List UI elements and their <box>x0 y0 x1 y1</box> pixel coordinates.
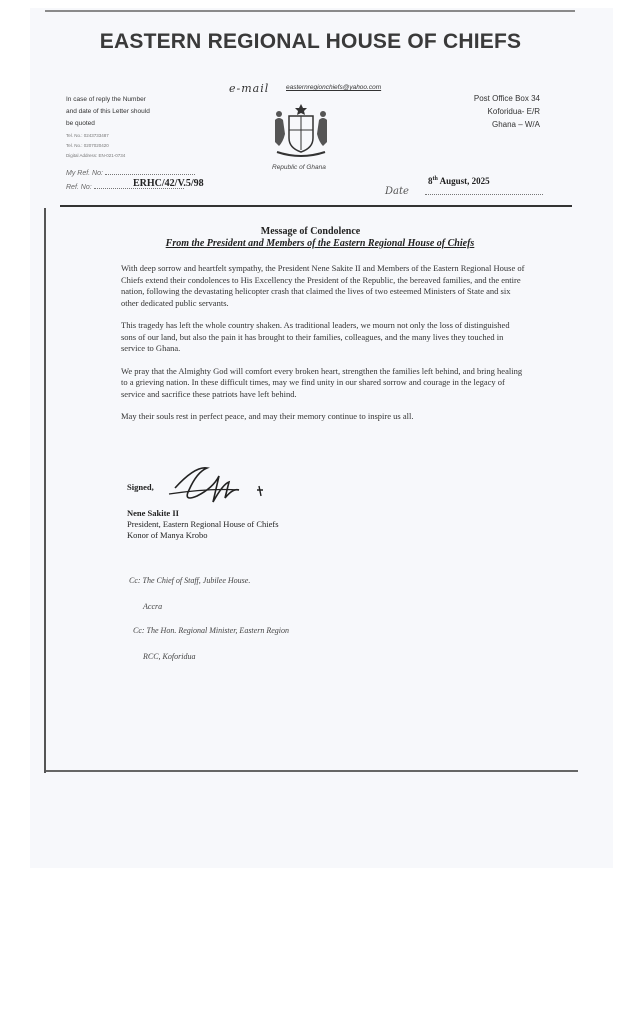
ghana-coat-of-arms-icon <box>267 100 335 160</box>
signatory-role: Konor of Manya Krobo <box>127 530 208 540</box>
message-subtitle: From the President and Members of the Eastern Regional House of Chiefs <box>165 238 475 249</box>
signatory-title: President, Eastern Regional House of Chiefs <box>127 519 279 529</box>
address-line: Koforidua- E/R <box>487 107 540 116</box>
date-label: Date <box>385 186 409 197</box>
postal-address <box>440 92 540 131</box>
tel-number-1: Tel. No.: 0243733487 <box>66 133 109 138</box>
ref-label: Ref. No: <box>66 184 92 191</box>
paragraph: We pray that the Almighty God will comfort every broken heart, strengthen the families left behind, and bring healing to a grieving nation. In these difficult times, may we find unity in our shared sorrow and courage in the legacy of service and sacrifice these patriots have left behind. <box>121 365 523 399</box>
signed-label: Signed, <box>127 482 154 492</box>
reply-note-line: be quoted <box>66 120 95 127</box>
reply-note <box>66 94 196 130</box>
ref-number: ERHC/42/V.5/98 <box>133 178 204 189</box>
my-ref-line <box>66 168 195 177</box>
cc-line-2-place: RCC, Koforidua <box>143 652 196 661</box>
tel-number-2: Tel. No.: 0207020420 <box>66 143 109 148</box>
reply-note-line: In case of reply the Number <box>66 96 146 103</box>
address-line: Post Office Box 34 <box>473 94 540 103</box>
bottom-divider <box>46 770 578 772</box>
left-margin-rule <box>44 208 46 773</box>
handwritten-signature <box>165 458 270 506</box>
reply-note-line: and date of this Letter should <box>66 108 150 115</box>
paragraph: This tragedy has left the whole country shaken. As traditional leaders, we mourn not only the loss of distinguished sons of our land, but also the pain it has brought to their families, colleagues, and the many lives they touched in service to Ghana. <box>121 320 510 353</box>
cc-line-2: Cc: The Hon. Regional Minister, Eastern Region <box>133 626 289 635</box>
signatory-block <box>127 508 279 541</box>
cc-line-1-place: Accra <box>143 602 163 611</box>
header-divider <box>60 205 572 207</box>
digital-address: Digital Address: EN-021-0734 <box>66 153 126 158</box>
letter-date: 8th August, 2025 <box>428 176 490 186</box>
message-title: Message of Condolence <box>260 226 361 237</box>
signatory-name: Nene Sakite II <box>127 508 179 518</box>
message-body <box>121 263 526 434</box>
paragraph: With deep sorrow and heartfelt sympathy, the President Nene Sakite II and Members of the Eastern Regional House of Chiefs extend their condolences to His Excellency the President of the Republic, the bereaved families, and the entire nation, following the devastating helicopter crash that claimed the lives of two esteemed Ministers of State and six other dedicated public servants. <box>121 263 525 308</box>
paragraph: May their souls rest in perfect peace, and may their memory continue to inspire us all. <box>121 411 414 421</box>
letterhead-title: EASTERN REGIONAL HOUSE OF CHIEFS <box>99 30 522 53</box>
email-address: easternregionchiefs@yahoo.com <box>286 84 382 91</box>
address-line: Ghana – W/A <box>491 120 540 129</box>
republic-of-ghana-label: Republic of Ghana <box>272 164 326 171</box>
my-ref-label: My Ref. No: <box>66 170 103 177</box>
email-label: e-mail <box>229 82 270 95</box>
date-dotted-line <box>425 194 543 195</box>
cc-line-1: Cc: The Chief of Staff, Jubilee House. <box>129 576 251 585</box>
